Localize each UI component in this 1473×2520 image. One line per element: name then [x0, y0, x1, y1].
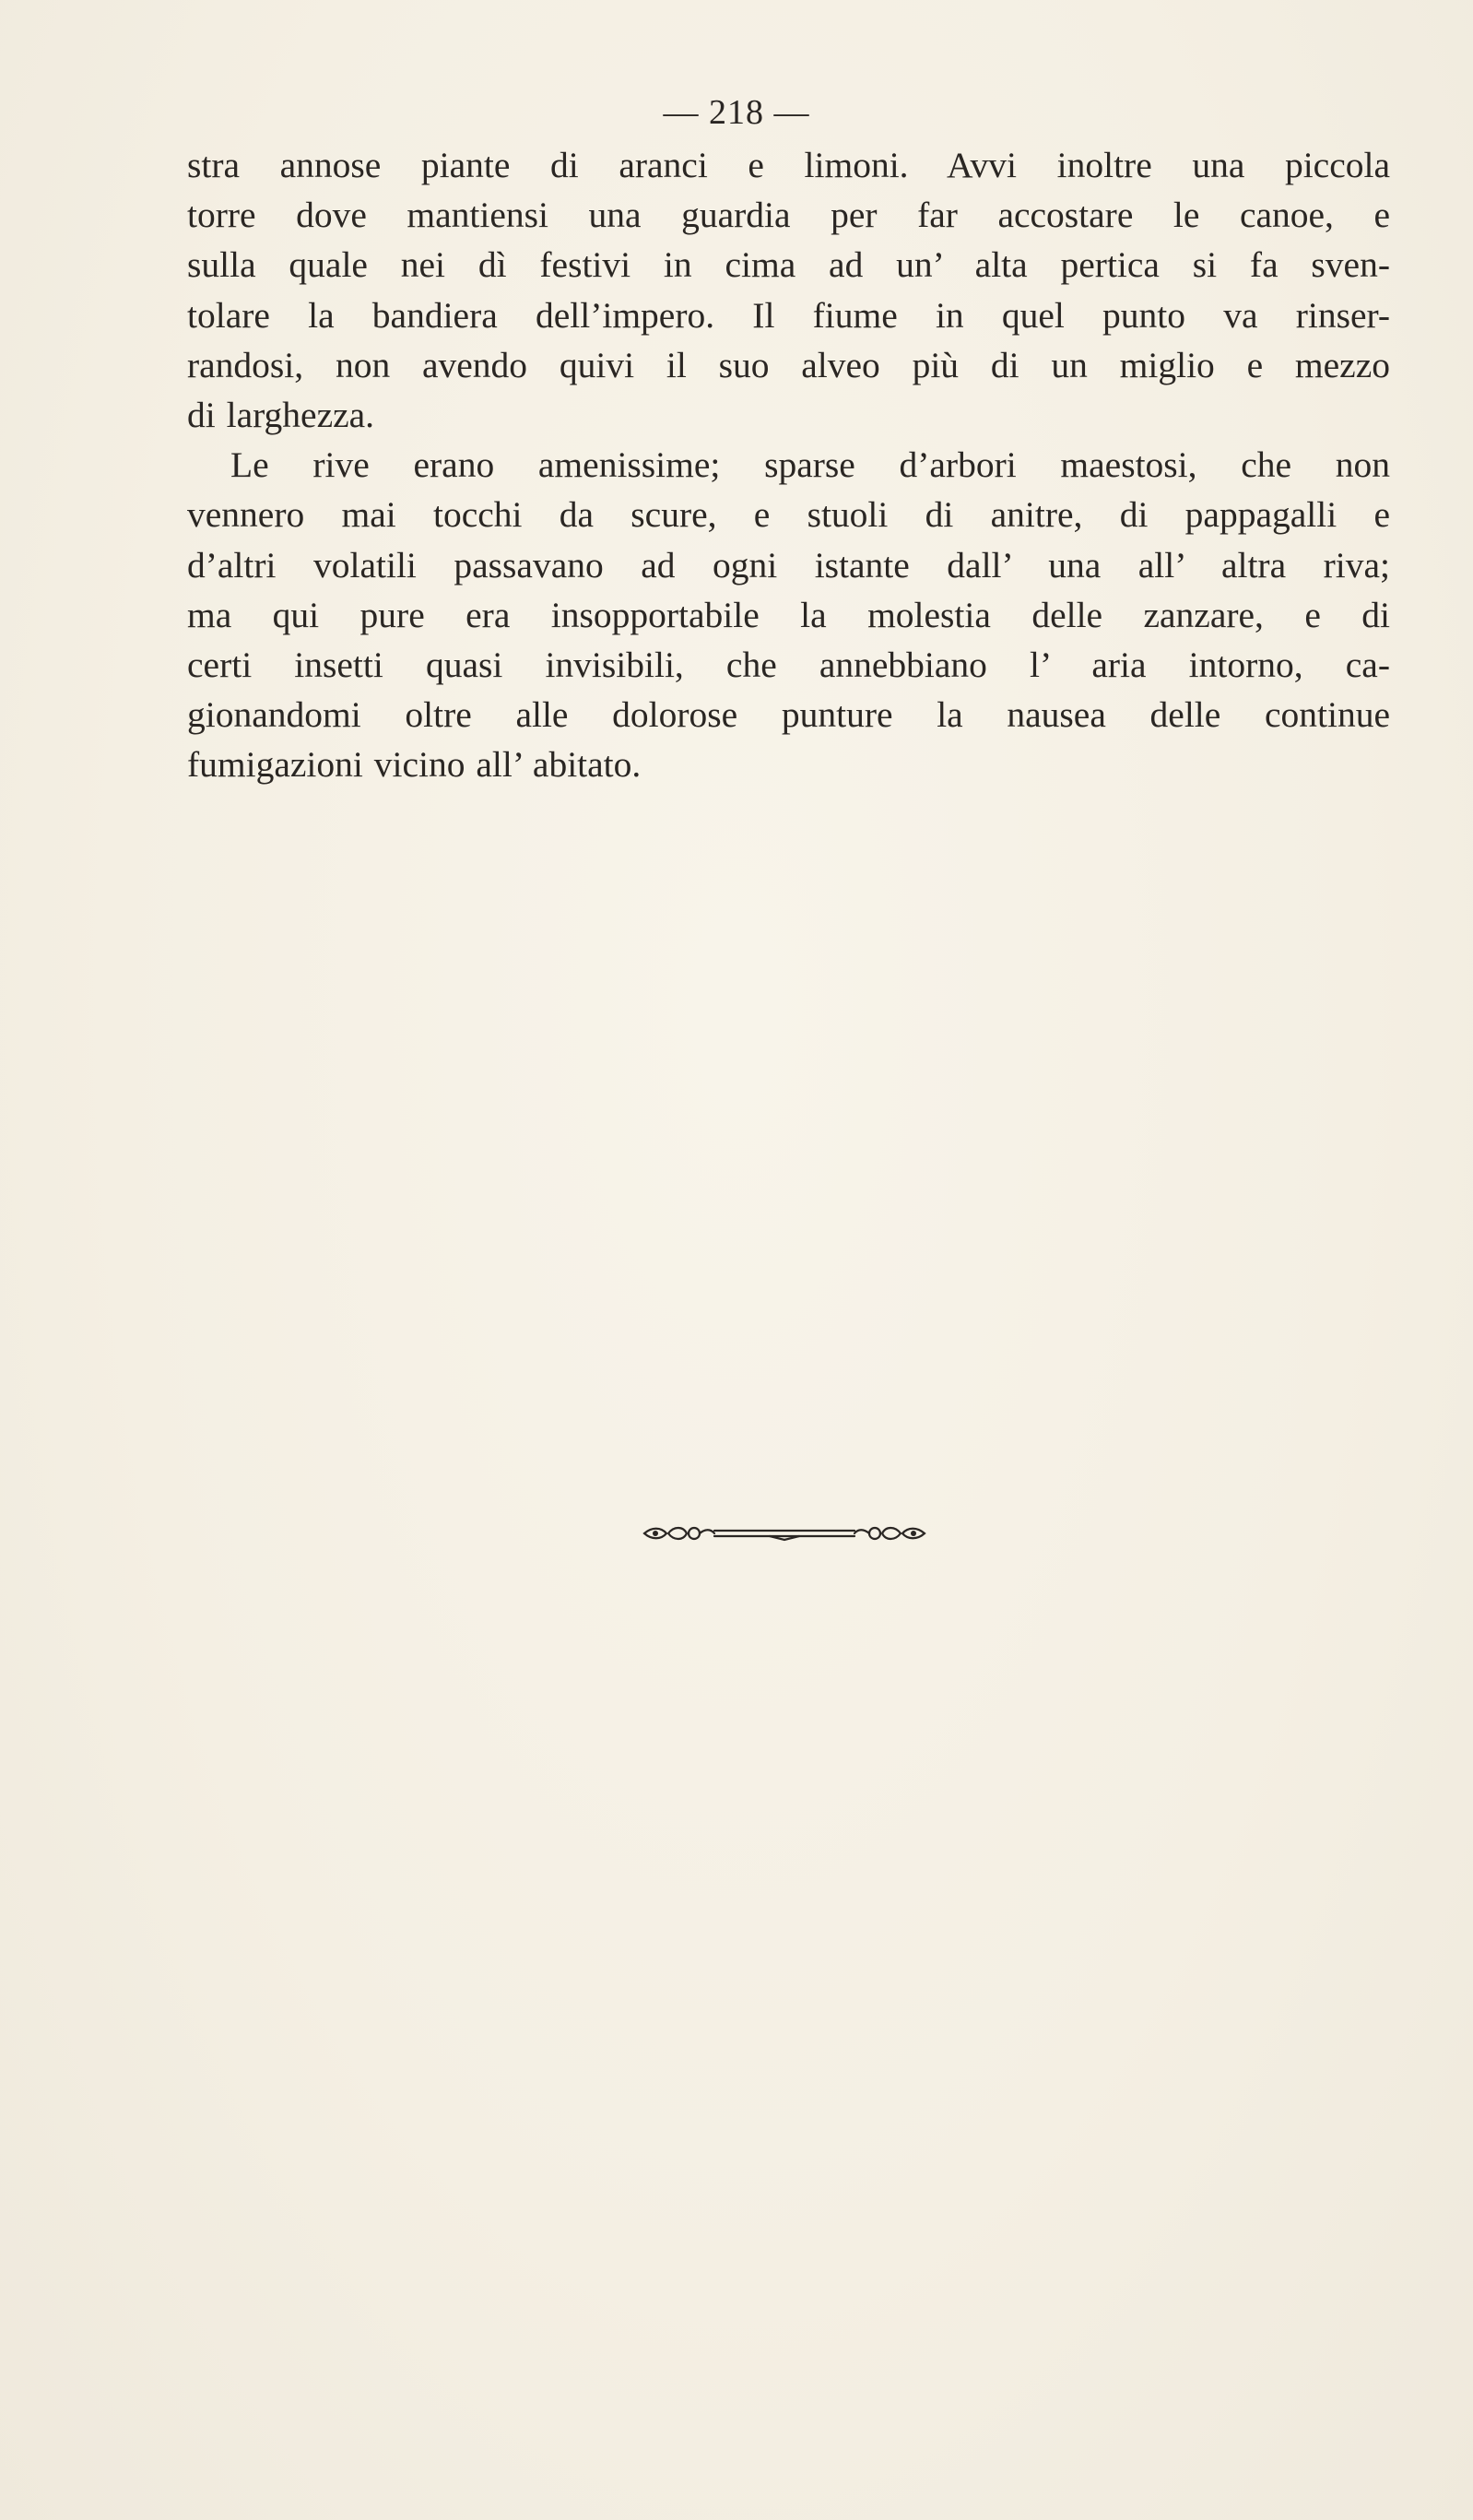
text-line: fumigazioni vicino all’ abitato. [187, 744, 642, 786]
text-line: Le rive erano amenissime; sparse d’arbori maestosi, che non [230, 444, 1390, 486]
text-line: di larghezza. [187, 394, 375, 435]
text-line: randosi, non avendo quivi il suo alveo più di un miglio e mezzo [187, 344, 1390, 385]
text-line: vennero mai tocchi da scure, e stuoli di anitre, di pappagalli e [187, 494, 1390, 536]
text-line: certi insetti quasi invisibili, che annebbiano l’ aria intorno, ca- [187, 644, 1390, 685]
text-line: ma qui pure era insopportabile la molestia delle zanzare, e di [187, 594, 1390, 635]
body-text [187, 140, 1390, 789]
text-line: tolare la bandiera dell’impero. Il fiume in quel punto va rinser- [187, 294, 1390, 336]
text-line: stra annose piante di aranci e limoni. Avvi inoltre una piccola [187, 145, 1390, 185]
page-number: — 218 — [663, 93, 810, 132]
text-line: torre dove mantiensi una guardia per far accostare le canoe, e [187, 195, 1390, 236]
text-line: gionandomi oltre alle dolorose punture la nausea delle continue [187, 694, 1390, 736]
decorative-rule-icon [641, 1520, 928, 1547]
text-line: sulla quale nei dì festivi in cima ad un’ alta pertica si fa sven- [187, 244, 1390, 286]
text-line: d’altri volatili passavano ad ogni istante dall’ una all’ altra riva; [187, 544, 1390, 586]
